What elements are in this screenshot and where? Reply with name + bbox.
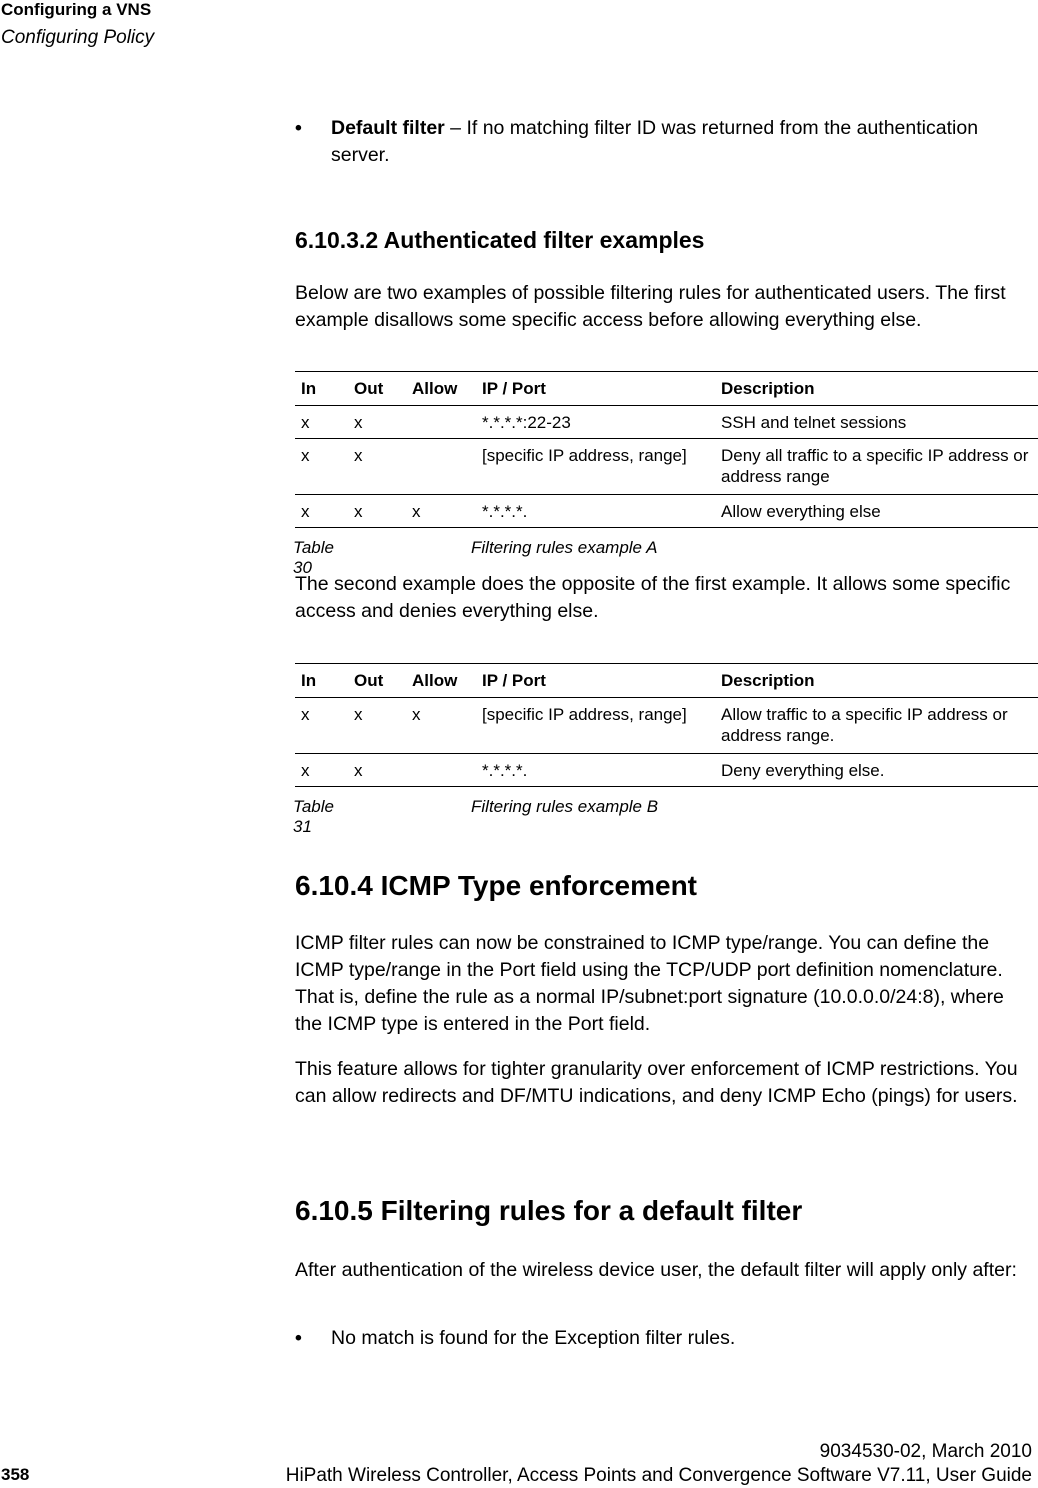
column-header-description: Description bbox=[721, 671, 815, 690]
table-cell: x bbox=[354, 502, 363, 521]
table-cell: x bbox=[301, 446, 310, 465]
paragraph-second-example: The second example does the opposite of the first example. It allows some specific access and denies everything else. bbox=[295, 573, 1011, 622]
table-cell: Allow traffic to a specific IP address or address range. bbox=[721, 705, 1008, 745]
table-cell: [specific IP address, range] bbox=[482, 446, 687, 465]
paragraph-icmp-granularity: This feature allows for tighter granularity over enforcement of ICMP restrictions. You can allow redirects and DF/MTU indications, and deny ICMP Echo (pings) for users. bbox=[295, 1058, 1018, 1107]
table-filtering-rules-a bbox=[295, 371, 1038, 528]
column-header-allow: Allow bbox=[412, 671, 458, 690]
footer-document-date: 9034530-02, March 2010 bbox=[819, 1441, 1032, 1462]
caption-number: Table 30 bbox=[293, 538, 334, 577]
table-header-row bbox=[295, 664, 1038, 698]
bullet-icon: • bbox=[295, 1327, 302, 1349]
column-header-ip-port: IP / Port bbox=[482, 379, 546, 398]
table-cell: x bbox=[412, 705, 421, 724]
column-header-allow: Allow bbox=[412, 379, 458, 398]
table-cell: Deny everything else. bbox=[721, 761, 885, 780]
table-header-row bbox=[295, 372, 1038, 406]
table-row bbox=[295, 495, 1038, 528]
table-cell: x bbox=[354, 446, 363, 465]
table-cell: Allow everything else bbox=[721, 502, 881, 521]
table-cell: [specific IP address, range] bbox=[482, 705, 687, 724]
table-cell: Deny all traffic to a specific IP address or address range bbox=[721, 446, 1029, 486]
column-header-out: Out bbox=[354, 671, 384, 690]
table-cell: x bbox=[354, 705, 363, 724]
table-cell: *.*.*.*:22-23 bbox=[482, 413, 571, 432]
paragraph-filter-examples-intro: Below are two examples of possible filtering rules for authenticated users. The first example disallows some specific access before allowing everything else. bbox=[295, 282, 1006, 331]
table-row bbox=[295, 698, 1038, 754]
column-header-ip-port: IP / Port bbox=[482, 671, 546, 690]
column-header-out: Out bbox=[354, 379, 384, 398]
column-header-description: Description bbox=[721, 379, 815, 398]
table-row bbox=[295, 406, 1038, 439]
footer-document-title: HiPath Wireless Controller, Access Points and Convergence Software V7.11, User Guide bbox=[285, 1465, 1032, 1486]
bullet-icon: • bbox=[295, 117, 302, 139]
paragraph-default-filter-after: After authentication of the wireless device user, the default filter will apply only after: bbox=[295, 1259, 1017, 1281]
caption-text: Filtering rules example B bbox=[471, 797, 659, 816]
column-header-in: In bbox=[301, 671, 317, 690]
heading-6-10-3-2: 6.10.3.2 Authenticated filter examples bbox=[295, 227, 705, 253]
heading-6-10-5: 6.10.5 Filtering rules for a default filter bbox=[295, 1195, 803, 1226]
table-cell: x bbox=[301, 413, 310, 432]
heading-6-10-4: 6.10.4 ICMP Type enforcement bbox=[295, 870, 697, 901]
bullet-text bbox=[331, 115, 1036, 169]
running-header-chapter: Configuring a VNS bbox=[1, 0, 152, 19]
table-cell bbox=[406, 406, 476, 439]
caption-number: Table 31 bbox=[293, 797, 334, 836]
table-cell: x bbox=[354, 761, 363, 780]
bullet-description: – If no matching filter ID was returned from the authentication server. bbox=[331, 117, 979, 166]
table-cell: SSH and telnet sessions bbox=[721, 413, 907, 432]
table-cell: x bbox=[301, 705, 310, 724]
running-header-section: Configuring Policy bbox=[1, 27, 155, 48]
table-cell bbox=[406, 439, 476, 495]
bullet-text: No match is found for the Exception filter rules. bbox=[331, 1327, 736, 1349]
table-cell: x bbox=[301, 761, 310, 780]
table-cell: *.*.*.*. bbox=[482, 502, 528, 521]
table-cell bbox=[406, 754, 476, 787]
table-row bbox=[295, 439, 1038, 495]
column-header-in: In bbox=[301, 379, 317, 398]
bullet-term: Default filter bbox=[331, 117, 445, 139]
table-cell: *.*.*.*. bbox=[482, 761, 528, 780]
paragraph-icmp-filter-rules: ICMP filter rules can now be constrained to ICMP type/range. You can define the ICMP type/range in the Port field using the TCP/UDP port definition nomenclature. That is, define the rule as a normal IP/subnet:port signature (10.0.0.0/24:8), where the ICMP type is entered in the Port field. bbox=[295, 932, 1004, 1035]
caption-text: Filtering rules example A bbox=[471, 538, 658, 557]
table-row bbox=[295, 754, 1038, 787]
table-cell: x bbox=[301, 502, 310, 521]
table-cell: x bbox=[412, 502, 421, 521]
table-cell: x bbox=[354, 413, 363, 432]
footer-page-number: 358 bbox=[1, 1465, 30, 1484]
table-filtering-rules-b bbox=[295, 663, 1038, 787]
